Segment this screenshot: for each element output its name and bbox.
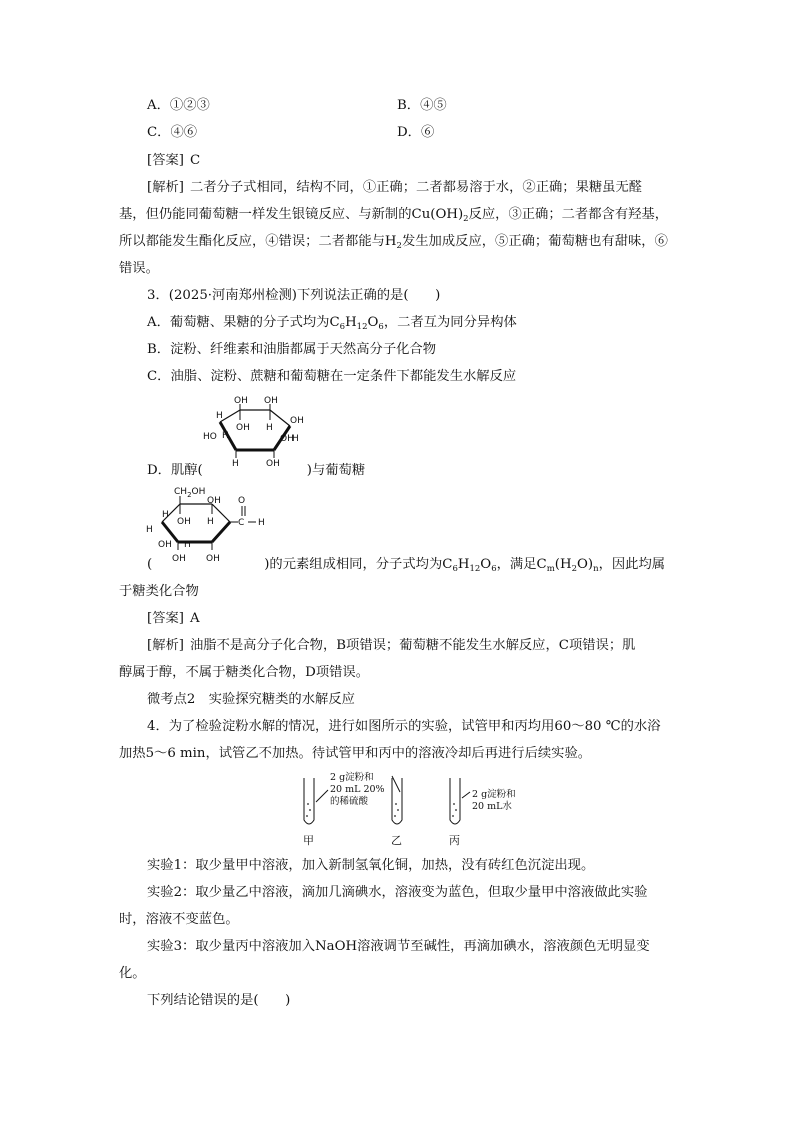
question-stem: 4．为了检验淀粉水解的情况，进行如图所示的实验，试管甲和丙均用60～80 ℃的水浴 <box>147 719 661 734</box>
question-prompt: 下列结论错误的是( ) <box>147 993 291 1008</box>
tube-name-bing: 丙 <box>449 834 460 847</box>
option-b: B．④⑤ <box>397 98 447 113</box>
experiment-2: 实验2：取少量乙中溶液，滴加几滴碘水，溶液变为蓝色，但取少量甲中溶液做此实验 <box>147 885 648 900</box>
option-a: A．①②③ <box>147 98 210 113</box>
question-stem: 3．(2025·河南郑州检测)下列说法正确的是( ) <box>147 288 441 303</box>
oh-label: OH <box>158 540 172 550</box>
experiment-1: 实验1：取少量甲中溶液，加入新制氢氧化铜，加热，没有砖红色沉淀出现。 <box>147 858 595 873</box>
ho-label: HO <box>203 432 217 442</box>
h-label: H <box>222 431 229 441</box>
option-d: D．肌醇( )与葡萄糖 <box>147 463 366 478</box>
option-c: C．油脂、淀粉、蔗糖和葡萄糖在一定条件下都能发生水解反应 <box>147 369 517 384</box>
oh-label: OH <box>236 423 250 433</box>
h-label: H <box>146 525 153 535</box>
oh-label: OH <box>280 434 294 444</box>
experiment-3: 化。 <box>119 966 146 981</box>
experiment-2: 时，溶液不变蓝色。 <box>119 912 239 927</box>
inositol-structure <box>198 392 306 470</box>
option-d: D．⑥ <box>397 125 435 140</box>
o-label: O <box>238 496 246 506</box>
ch2oh-label: $CH_2OH$ <box>174 487 206 499</box>
analysis-line: 醇属于醇，不属于糖类化合物，D项错误。 <box>119 665 370 680</box>
c-label: C <box>238 518 245 528</box>
oh-label: OH <box>207 496 221 506</box>
h-label: H <box>162 510 169 520</box>
oh-label: OH <box>206 554 220 564</box>
analysis-line: 错误。 <box>119 261 159 276</box>
h-label: H <box>184 540 191 550</box>
test-tube-figure <box>296 772 496 840</box>
analysis-line: [解析] 二者分子式相同，结构不同，①正确；二者都易溶于水，②正确；果糖虽无醛 <box>147 180 643 195</box>
tube-bing <box>450 778 460 824</box>
section-heading: 微考点2 实验探究糖类的水解反应 <box>147 692 355 707</box>
h-label: H <box>207 517 214 527</box>
option-d-cont: ( )的元素组成相同，分子式均为$C_6H_{12}O_6$，满足$C_m(H_2O)_n$，因此均属 <box>147 557 666 574</box>
option-b: B．淀粉、纤维素和油脂都属于天然高分子化合物 <box>147 342 437 357</box>
analysis-line: 所以都能发生酯化反应，④错误；二者都能与$H_2$发生加成反应，⑤正确；葡萄糖也有甜味，⑥ <box>119 234 668 251</box>
experiment-3: 实验3：取少量丙中溶液加入NaOH溶液调节至碱性，再滴加碘水，溶液颜色无明显变 <box>147 939 650 954</box>
oh-label: OH <box>264 396 278 406</box>
h-label: H <box>258 518 265 528</box>
tube-label-water: 2 g淀粉和 20 mL水 <box>472 789 516 812</box>
answer-line: [答案] C <box>147 153 201 168</box>
oh-label: OH <box>266 459 280 469</box>
glucose-structure <box>142 486 277 564</box>
h-label: H <box>232 459 239 469</box>
option-c: C．④⑥ <box>147 125 198 140</box>
tube-label-acid: 2 g淀粉和 20 mL 20% 的稀硫酸 <box>330 772 385 807</box>
oh-label: OH <box>172 554 186 564</box>
h-label: H <box>216 411 223 421</box>
analysis-line: 基，但仍能同葡萄糖一样发生银镜反应、与新制的$Cu(OH)_2$反应，③正确；二者都含有羟基， <box>119 207 669 224</box>
h-label: H <box>266 423 273 433</box>
tube-name-yi: 乙 <box>391 834 402 847</box>
analysis-line: [解析] 油脂不是高分子化合物，B项错误；葡萄糖不能发生水解反应，C项错误；肌 <box>147 638 636 653</box>
tube-name-jia: 甲 <box>303 834 314 847</box>
tube-jia <box>304 778 314 824</box>
option-a: A．葡萄糖、果糖的分子式均为$C_6H_{12}O_6$，二者互为同分异构体 <box>147 315 517 332</box>
oh-label: OH <box>290 416 304 426</box>
option-d-cont: 于糖类化合物 <box>119 584 199 599</box>
question-stem: 加热5～6 min，试管乙不加热。待试管甲和丙中的溶液冷却后再进行后续实验。 <box>119 746 592 761</box>
oh-label: OH <box>234 396 248 406</box>
oh-label: OH <box>177 517 191 527</box>
answer-line: [答案] A <box>147 611 200 626</box>
h-label: H <box>292 434 299 444</box>
